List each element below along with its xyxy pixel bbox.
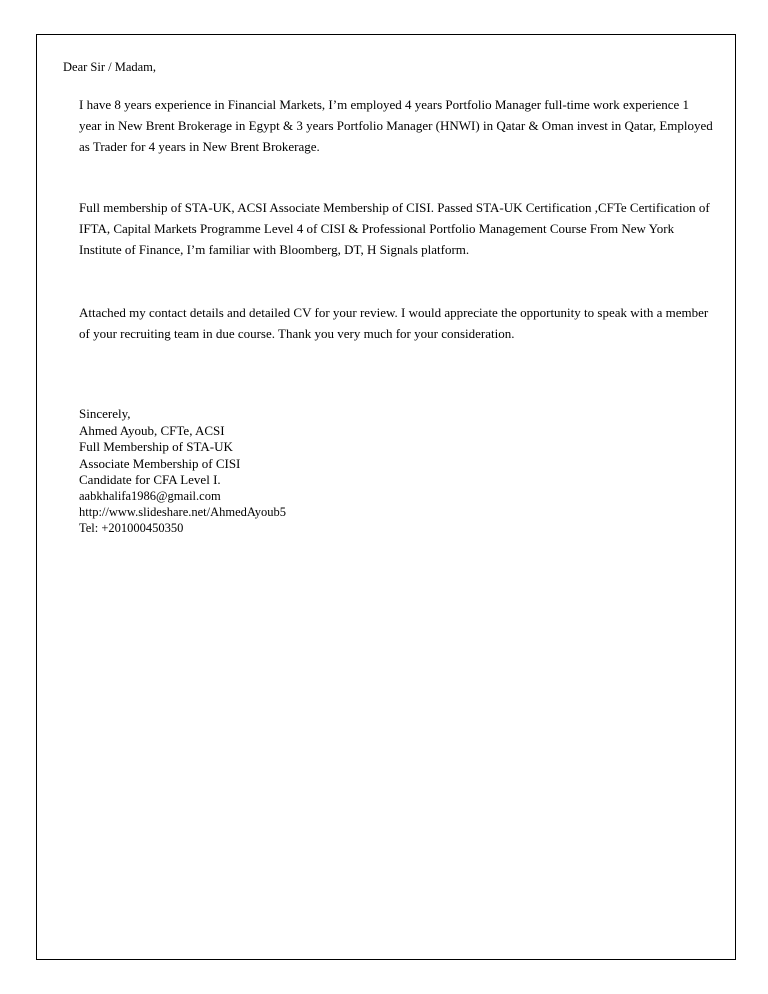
letter-sheet [36, 34, 736, 960]
salutation: Dear Sir / Madam, [63, 60, 157, 74]
signature-membership-sta: Full Membership of STA-UK [79, 439, 233, 455]
signature-phone: Tel: +201000450350 [79, 520, 184, 535]
signature-membership-cisi: Associate Membership of CISI [79, 455, 241, 471]
closing-line: Sincerely, [79, 406, 131, 422]
paragraph-qualifications: Full membership of STA-UK, ACSI Associate Membership of CISI. Passed STA-UK Certification ,CFTe Certification of IFTA, Capital Markets Programme Level 4 of CISI & Professional Portfolio Management Course From New York Institute of Finance, I’m familiar with Bloomberg, DT, H Signals platform. [79, 200, 710, 258]
signature-cfa-candidate: Candidate for CFA Level I. [79, 472, 221, 488]
signature-slideshare-url: http://www.slideshare.net/AhmedAyoub5 [79, 504, 287, 519]
spacer [63, 76, 713, 94]
spacer [63, 157, 713, 197]
spacer [63, 344, 713, 406]
signature-block [63, 406, 713, 536]
paragraph-attachment: Attached my contact details and detailed CV for your review. I would appreciate the opportunity to speak with a member of your recruiting team in due course. Thank you very much for your consideration. [79, 305, 709, 342]
letter-body [63, 59, 713, 536]
signature-email: aabkhalifa1986@gmail.com [79, 488, 221, 503]
spacer [63, 260, 713, 302]
paragraph-experience: I have 8 years experience in Financial Markets, I’m employed 4 years Portfolio Manager full-time work experience 1 year in New Brent Brokerage in Egypt & 3 years Portfolio Manager (HNWI) in Qatar & Oman invest in Qatar, Employed as Trader for 4 years in New Brent Brokerage. [79, 96, 713, 154]
signature-name: Ahmed Ayoub, CFTe, ACSI [79, 422, 225, 438]
